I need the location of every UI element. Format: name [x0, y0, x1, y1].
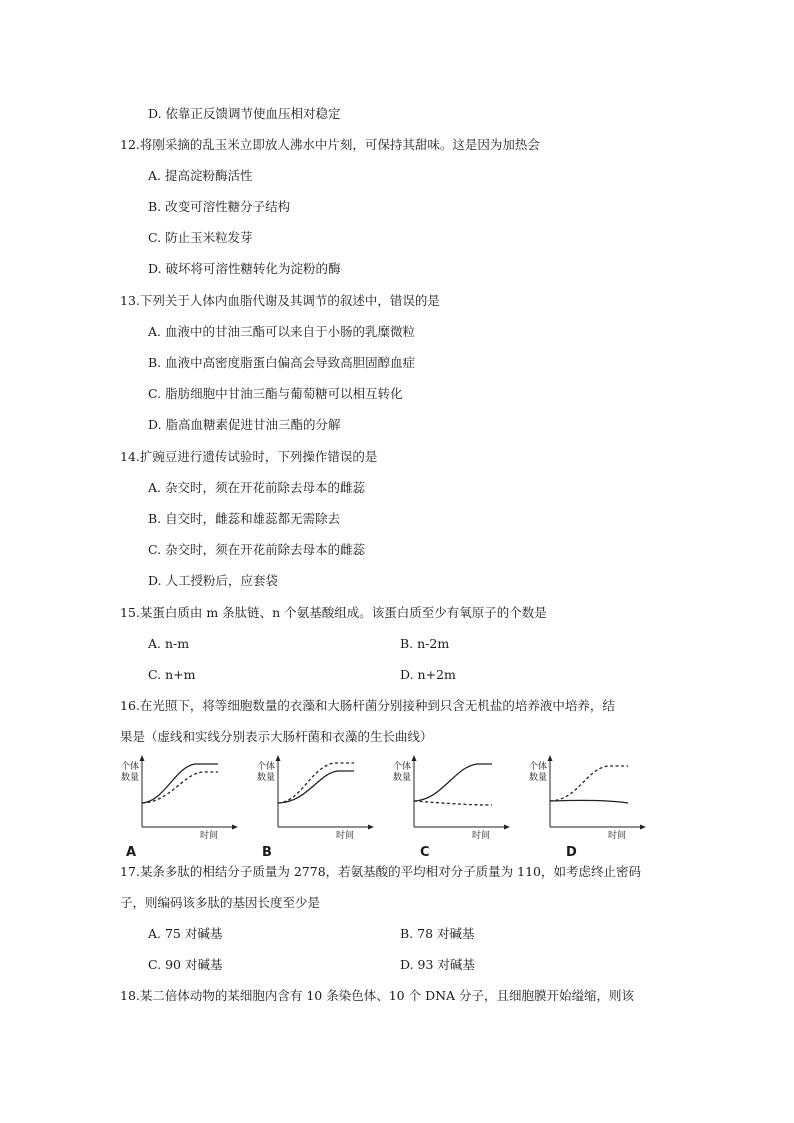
q12-option-d: D. 破坏将可溶性糖转化为淀粉的酶	[148, 261, 341, 276]
graph-c-solid-curve	[414, 764, 492, 801]
q15-option-d: D. n+2m	[400, 667, 456, 682]
q13-stem: 13.下列关于人体内血脂代谢及其调节的叙述中，错误的是	[120, 293, 440, 308]
q15-option-a: A. n-m	[148, 636, 190, 651]
q12-option-b: B. 改变可溶性糖分子结构	[148, 199, 291, 214]
graph-d-xlabel: 时间	[608, 831, 627, 841]
q14-stem: 14.扩豌豆进行遗传试验时，下列操作错误的是	[120, 449, 378, 464]
graph-c-ylabel-2: 数量	[393, 773, 412, 783]
q17-option-c: C. 90 对碱基	[148, 957, 223, 972]
graph-b-solid-curve	[278, 771, 354, 803]
graph-d-label: D	[566, 845, 577, 860]
q13-option-b: B. 血液中高密度脂蛋白偏高会导致高胆固醇血症	[148, 355, 416, 370]
q17-stem-line2: 子，则编码该多肽的基因长度至少是	[120, 895, 321, 910]
graph-a-ylabel-1: 个体	[121, 762, 140, 772]
graph-b-ylabel-2: 数量	[257, 773, 276, 783]
q17-option-a: A. 75 对碱基	[148, 926, 223, 941]
graph-a-solid-curve	[142, 764, 218, 803]
q12-stem: 12.将刚采摘的乱玉米立即放人沸水中片刻，可保持其甜味。这是因为加热会	[120, 137, 540, 152]
q17-option-b: B. 78 对碱基	[400, 926, 475, 941]
q11-option-d: D. 依靠正反馈调节使血压相对稳定	[148, 106, 341, 121]
q15-option-b: B. n-2m	[400, 636, 450, 651]
graph-d-dashed-curve	[550, 766, 628, 801]
graph-c-ylabel-1: 个体	[393, 762, 412, 772]
graph-a-label: A	[126, 845, 137, 860]
graph-b-xlabel: 时间	[336, 831, 355, 841]
graph-d-ylabel-2: 数量	[529, 773, 548, 783]
graph-b	[256, 755, 376, 841]
graph-c	[392, 755, 512, 841]
q14-option-b: B. 自交时，雌蕊和雄蕊都无需除去	[148, 511, 341, 526]
q13-option-d: D. 脂高血糖素促进甘油三酯的分解	[148, 417, 341, 432]
q16-stem-line2: 果是（虚线和实线分别表示大肠杆菌和衣藻的生长曲线）	[120, 729, 433, 744]
graph-a	[120, 755, 240, 841]
q14-option-a: A. 杂交时，须在开花前除去母本的雌蕊	[148, 480, 365, 495]
q14-option-c: C. 杂交时，须在开花前除去母本的雌蕊	[148, 542, 366, 557]
graph-b-ylabel-1: 个体	[257, 762, 276, 772]
q15-stem: 15.某蛋白质由 m 条肽链、n 个氨基酸组成。该蛋白质至少有氧原子的个数是	[120, 605, 547, 620]
graph-a-ylabel-2: 数量	[121, 773, 140, 783]
q13-option-c: C. 脂肪细胞中甘油三酯与葡萄糖可以相互转化	[148, 386, 403, 401]
q12-option-c: C. 防止玉米粒发芽	[148, 230, 253, 245]
graph-b-label: B	[262, 845, 272, 860]
graph-d	[528, 755, 648, 841]
graph-c-xlabel: 时间	[472, 831, 491, 841]
graph-d-solid-curve	[550, 800, 628, 803]
graph-a-xlabel: 时间	[200, 831, 219, 841]
q17-stem-line1: 17.某条多肽的相结分子质量为 2778，若氨基酸的平均相对分子质量为 110，如考虑终止密码	[120, 864, 641, 879]
q14-option-d: D. 人工授粉后，应套袋	[148, 573, 279, 588]
q12-option-a: A. 提高淀粉酶活性	[148, 168, 253, 183]
q16-stem-line1: 16.在光照下，将等细胞数量的衣藻和大肠杆菌分别接种到只含无机盐的培养液中培养，结	[120, 698, 615, 713]
q18-stem-line1: 18.某二倍体动物的某细胞内含有 10 条染色体、10 个 DNA 分子，且细胞膜开始缢缩，则该	[120, 988, 635, 1003]
graph-c-dashed-curve	[414, 801, 492, 805]
graph-c-label: C	[420, 845, 430, 860]
q17-option-d: D. 93 对碱基	[400, 957, 475, 972]
q15-option-c: C. n+m	[148, 667, 196, 682]
graph-d-ylabel-1: 个体	[529, 762, 548, 772]
q13-option-a: A. 血液中的甘油三酯可以来自于小肠的乳糜微粒	[148, 324, 415, 339]
